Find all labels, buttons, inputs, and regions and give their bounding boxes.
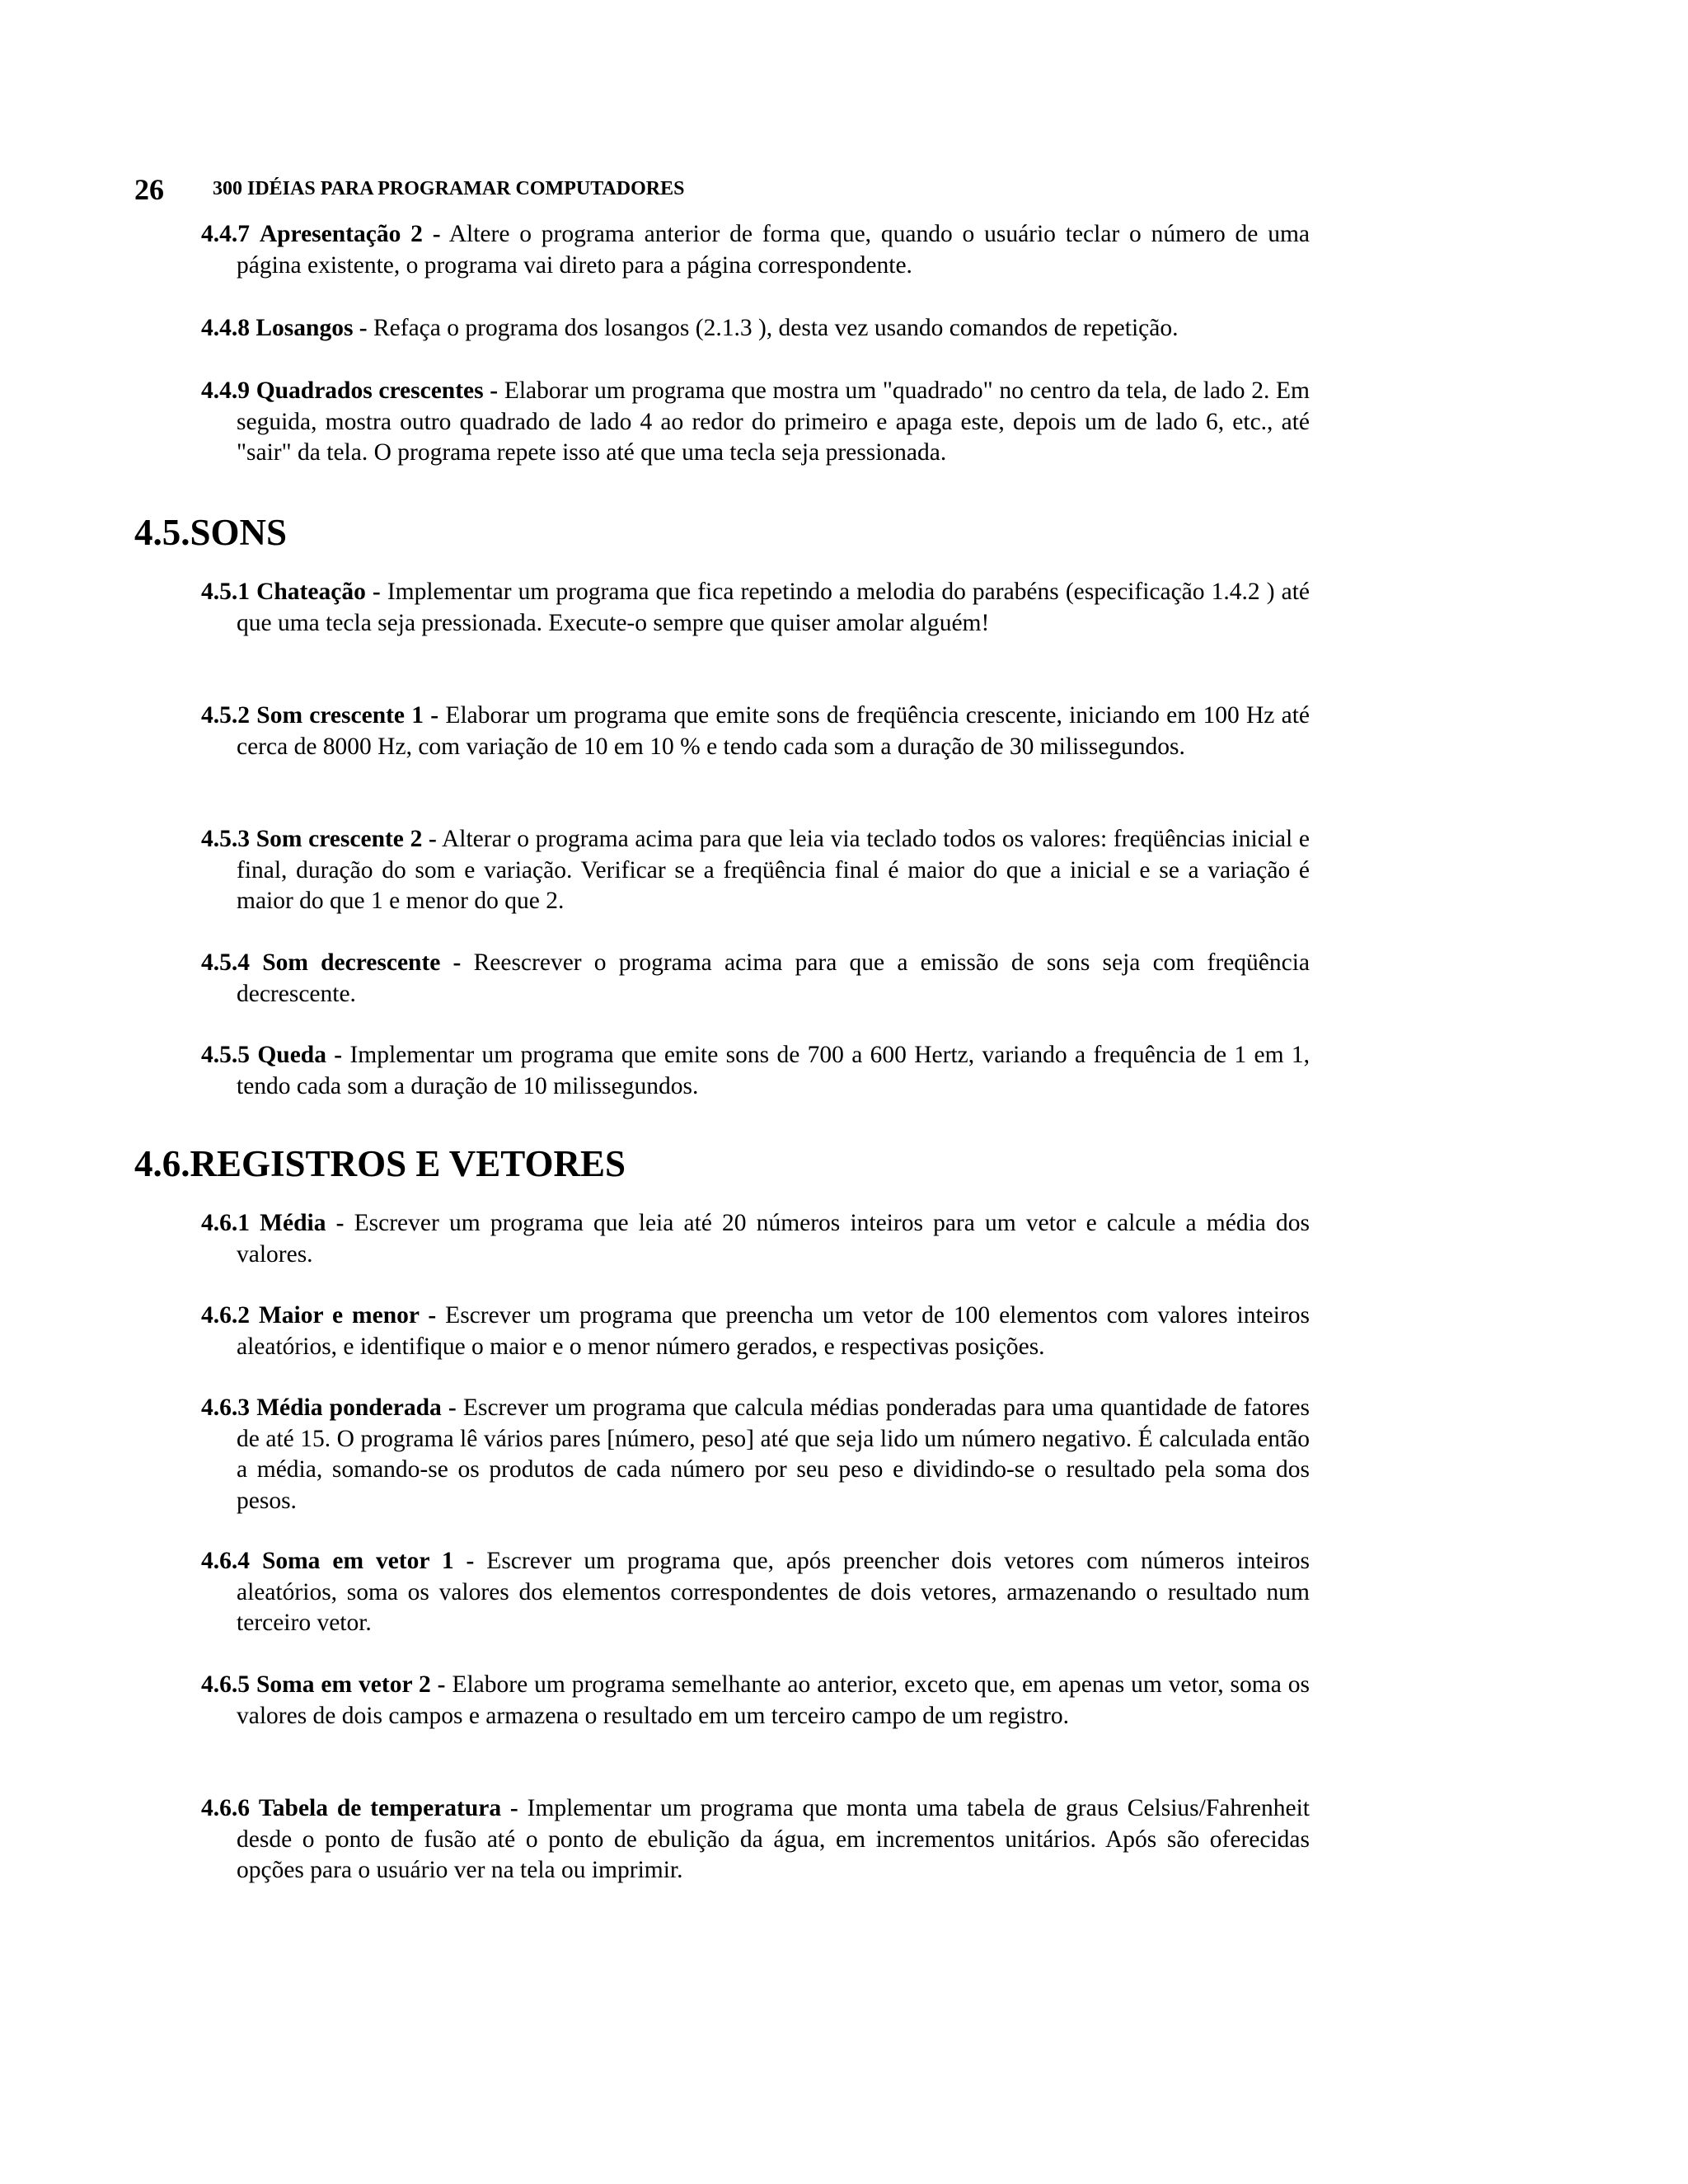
exercise-title: Apresentação 2 -: [259, 221, 441, 247]
exercise-text: Reescrever o programa acima para que a emissão de sons seja com freqüência decrescente.: [237, 949, 1311, 1007]
exercise-text: Elabore um programa semelhante ao anterior, exceto que, em apenas um vetor, soma os valores de dois campos e armazena o resultado em um terceiro campo de um registro.: [237, 1671, 1311, 1729]
exercise-number: 4.6.5: [201, 1671, 250, 1698]
exercise-title: Maior e menor -: [258, 1302, 437, 1329]
exercise-title: Som decrescente -: [262, 949, 462, 976]
exercise-4-6-6: [201, 1793, 1310, 1886]
exercise-number: 4.5.2: [201, 702, 250, 729]
page-number: 26: [134, 173, 164, 206]
exercise-number: 4.5.4: [201, 949, 250, 976]
exercise-number: 4.5.1: [201, 579, 250, 605]
exercise-text: Elaborar um programa que mostra um "quadrado" no centro da tela, de lado 2. Em seguida, mostra outro quadrado de lado 4 ao redor do primeiro e apaga este, depois um de lado 6, etc., até "sair" da tela. O programa repete isso até que uma tecla seja pressionada.: [237, 377, 1311, 466]
exercise-title: Som crescente 1 -: [256, 702, 439, 729]
exercise-number: 4.5.3: [201, 826, 250, 852]
exercise-4-6-2: [201, 1301, 1310, 1362]
exercise-4-6-4: [201, 1546, 1310, 1639]
exercise-4-5-1: [201, 577, 1310, 639]
exercise-4-6-3: [201, 1393, 1310, 1516]
exercise-text: Implementar um programa que emite sons de 700 a 600 Hertz, variando a frequência de 1 em 1, tendo cada som a duração de 10 milissegundos.: [237, 1042, 1311, 1099]
exercise-number: 4.5.5: [201, 1042, 250, 1068]
section-heading: 4.6.REGISTROS E VETORES: [134, 1143, 626, 1184]
exercise-number: 4.6.3: [201, 1394, 250, 1421]
exercise-title: Soma em vetor 2 -: [256, 1671, 446, 1698]
exercise-title: Média ponderada -: [256, 1394, 457, 1421]
exercise-title: Queda -: [257, 1042, 343, 1068]
exercise-text: Escrever um programa que preencha um vetor de 100 elementos com valores inteiros aleatórios, e identifique o maior e o menor número gerados, e respectivas posições.: [237, 1302, 1310, 1360]
section-heading: 4.5.SONS: [134, 512, 288, 553]
exercise-number: 4.6.2: [201, 1302, 250, 1329]
exercise-4-4-8: [201, 313, 1310, 344]
section-registros-e-vetores: [134, 1141, 626, 1187]
exercise-text: Escrever um programa que, após preencher dois vetores com números inteiros aleatórios, soma os valores dos elementos correspondentes de dois vetores, armazenando o resultado num terceiro vetor.: [237, 1548, 1311, 1636]
exercise-4-4-7: [201, 219, 1310, 281]
exercise-number: 4.4.7: [201, 221, 250, 247]
exercise-text: Alterar o programa acima para que leia via teclado todos os valores: freqüências inicial e final, duração do som e variação. Verificar se a freqüência final é maior do que a inicial e se a variação é maior do que 1 e menor do que 2.: [237, 826, 1311, 914]
exercise-number: 4.6.4: [201, 1548, 250, 1574]
exercise-text: Implementar um programa que monta uma tabela de graus Celsius/Fahrenheit desde o ponto de fusão até o ponto de ebulição da água, em incrementos unitários. Após são oferecidas opções para o usuário ver na tela ou imprimir.: [237, 1795, 1311, 1883]
exercise-title: Média -: [260, 1210, 345, 1236]
exercise-text: Implementar um programa que fica repetindo a melodia do parabéns (especificação 1.4.2 ) até que uma tecla seja pressionada. Execute-o sempre que quiser amolar alguém!: [237, 579, 1310, 636]
exercise-number: 4.6.1: [201, 1210, 250, 1236]
exercise-text: Escrever um programa que leia até 20 números inteiros para um vetor e calcule a média dos valores.: [237, 1210, 1311, 1268]
exercise-title: Chateação -: [256, 579, 381, 605]
exercise-title: Som crescente 2 -: [256, 826, 437, 852]
exercise-4-5-4: [201, 948, 1310, 1010]
exercise-title: Tabela de temperatura -: [258, 1795, 518, 1821]
section-sons: [134, 509, 287, 555]
exercise-text: Escrever um programa que calcula médias ponderadas para uma quantidade de fatores de até 15. O programa lê vários pares [número, peso] até que seja lido um número negativo. É calculada então a média, somando-se os produtos de cada número por seu peso e dividindo-se o resultado pela soma dos pesos.: [237, 1394, 1310, 1514]
exercise-4-5-5: [201, 1040, 1310, 1102]
exercise-number: 4.6.6: [201, 1795, 250, 1821]
exercise-title: Soma em vetor 1 -: [261, 1548, 475, 1574]
exercise-4-5-2: [201, 701, 1310, 762]
exercise-title: Losangos -: [256, 315, 368, 341]
exercise-4-6-1: [201, 1208, 1310, 1270]
exercise-4-5-3: [201, 824, 1310, 917]
exercise-text: Elaborar um programa que emite sons de freqüência crescente, iniciando em 100 Hz até cerca de 8000 Hz, com variação de 10 em 10 % e tendo cada som a duração de 30 milissegundos.: [237, 702, 1311, 760]
exercise-title: Quadrados crescentes -: [256, 377, 499, 404]
exercise-number: 4.4.9: [201, 377, 250, 404]
exercise-text: Refaça o programa dos losangos (2.1.3 ), desta vez usando comandos de repetição.: [373, 315, 1179, 341]
exercise-4-6-5: [201, 1670, 1310, 1732]
exercise-number: 4.4.8: [201, 315, 250, 341]
running-title: 300 IDÉIAS PARA PROGRAMAR COMPUTADORES: [213, 178, 685, 199]
exercise-4-4-9: [201, 376, 1310, 469]
exercise-text: Altere o programa anterior de forma que, quando o usuário teclar o número de uma página existente, o programa vai direto para a página correspondente.: [237, 221, 1310, 279]
